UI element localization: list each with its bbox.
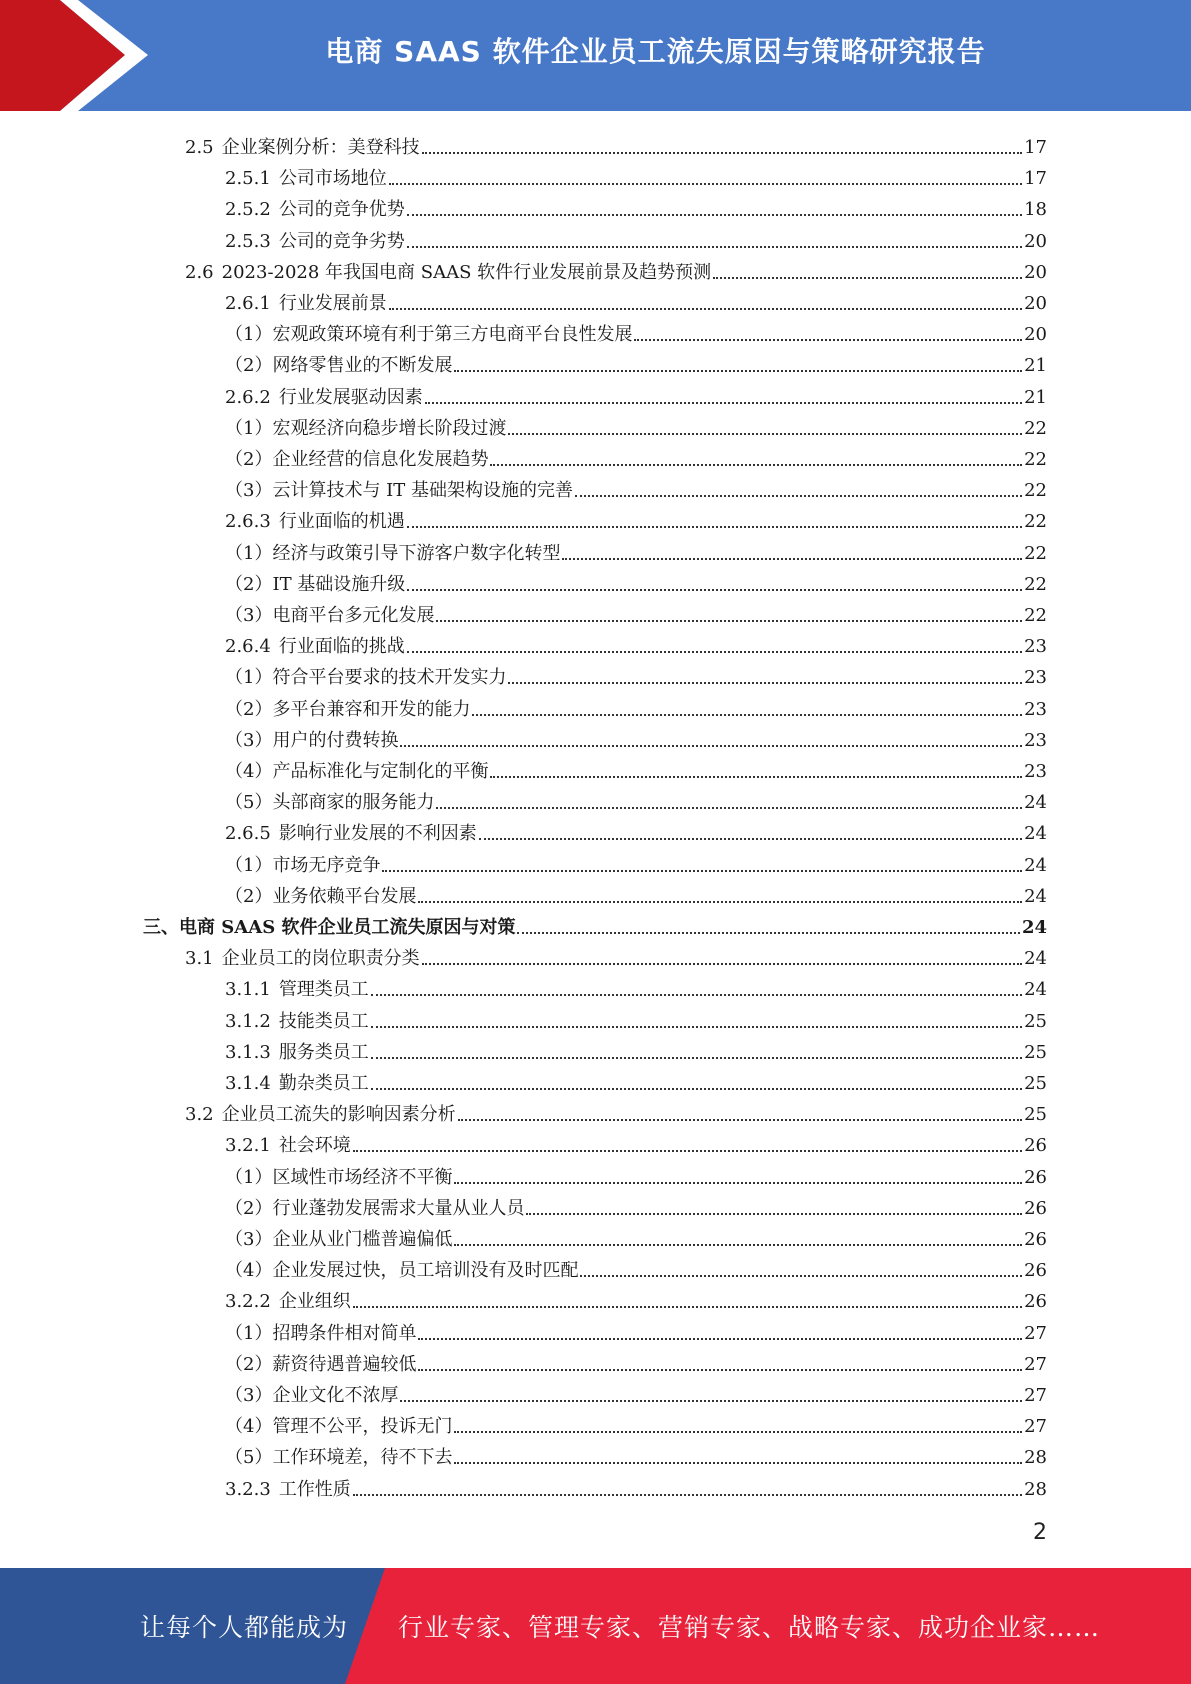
toc-entry-number: 3.2 bbox=[185, 1104, 214, 1126]
toc-dot-leader bbox=[526, 1213, 1022, 1215]
page-footer bbox=[0, 1568, 1191, 1684]
toc-entry[interactable] bbox=[225, 814, 1047, 845]
toc-entry-number: 2.6.2 bbox=[225, 386, 271, 408]
toc-dot-leader bbox=[458, 1119, 1022, 1121]
toc-entry-number: 3.1.4 bbox=[225, 1073, 271, 1094]
toc-dot-leader bbox=[436, 807, 1022, 809]
toc-entry-number: 2.6.5 bbox=[225, 823, 271, 845]
toc-entry-number: 3.2.3 bbox=[225, 1478, 271, 1500]
toc-entry-title: 影响行业发展的不利因素 bbox=[278, 823, 477, 845]
toc-entry-number: 3.2.1 bbox=[225, 1135, 271, 1157]
toc-dot-leader bbox=[454, 370, 1022, 372]
toc-entry[interactable] bbox=[225, 1220, 1047, 1251]
toc-entry[interactable] bbox=[225, 1002, 1047, 1033]
toc-dot-leader bbox=[454, 1431, 1022, 1433]
toc-entry-title: 宏观经济向稳步增长阶段过渡 bbox=[272, 417, 507, 439]
toc-dot-leader bbox=[454, 1182, 1022, 1184]
toc-dot-leader bbox=[371, 994, 1022, 996]
toc-entry[interactable] bbox=[225, 159, 1047, 190]
page-header bbox=[0, 0, 1191, 111]
toc-entry[interactable] bbox=[225, 596, 1047, 627]
toc-entry[interactable] bbox=[225, 1407, 1047, 1438]
toc-entry[interactable] bbox=[225, 1345, 1047, 1376]
toc-entry-number: （1） bbox=[225, 1166, 273, 1188]
footer-slogan-right: 行业专家、管理专家、营销专家、战略专家、成功企业家…… bbox=[398, 1613, 1101, 1642]
toc-dot-leader bbox=[407, 589, 1022, 591]
toc-entry-page: 20 bbox=[1024, 230, 1047, 252]
toc-entry-number: 2.5.3 bbox=[225, 230, 271, 252]
toc-entry-title: 企业组织 bbox=[278, 1291, 351, 1313]
toc-entry[interactable] bbox=[143, 908, 1047, 939]
toc-entry-number: （3） bbox=[225, 480, 273, 502]
toc-entry-number: （1） bbox=[225, 1322, 273, 1344]
toc-dot-leader bbox=[400, 745, 1022, 747]
toc-entry-title: 业务依赖平台发展 bbox=[272, 885, 417, 907]
toc-entry[interactable] bbox=[225, 721, 1047, 752]
toc-entry[interactable] bbox=[225, 627, 1047, 658]
toc-entry-title: 云计算技术与 IT 基础架构设施的完善 bbox=[272, 480, 574, 502]
toc-entry-number: 2.5.2 bbox=[225, 199, 271, 221]
toc-dot-leader bbox=[407, 526, 1022, 528]
toc-entry[interactable] bbox=[225, 222, 1047, 253]
toc-dot-leader bbox=[713, 277, 1022, 279]
toc-entry-page: 21 bbox=[1024, 355, 1047, 377]
toc-entry-title: 2023-2028 年我国电商 SAAS 软件行业发展前景及趋势预测 bbox=[221, 261, 712, 283]
toc-entry-title: 管理类员工 bbox=[278, 979, 369, 1001]
toc-entry-number: （2） bbox=[225, 698, 273, 720]
toc-entry[interactable] bbox=[225, 565, 1047, 596]
toc-dot-leader bbox=[418, 901, 1022, 903]
toc-dot-leader bbox=[353, 1150, 1022, 1152]
toc-entry[interactable] bbox=[225, 471, 1047, 502]
toc-dot-leader bbox=[490, 776, 1022, 778]
toc-entry-number: （3） bbox=[225, 1385, 273, 1406]
toc-entry[interactable] bbox=[225, 1282, 1047, 1313]
toc-entry-title: 工作环境差，待不下去 bbox=[272, 1447, 453, 1469]
footer-slogan-left: 让每个人都能成为 bbox=[140, 1613, 349, 1642]
toc-entry-page: 21 bbox=[1024, 386, 1047, 408]
toc-entry[interactable] bbox=[225, 846, 1047, 877]
toc-dot-leader bbox=[407, 246, 1022, 248]
toc-entry-title: 头部商家的服务能力 bbox=[272, 792, 435, 814]
toc-dot-leader bbox=[436, 620, 1022, 622]
toc-entry-page: 20 bbox=[1024, 293, 1047, 314]
toc-entry-page: 24 bbox=[1024, 854, 1047, 876]
toc-entry[interactable] bbox=[225, 315, 1047, 346]
toc-entry-number: （2） bbox=[225, 449, 273, 470]
toc-entry[interactable] bbox=[225, 1158, 1047, 1189]
toc-entry-number: （1） bbox=[225, 324, 273, 346]
toc-entry[interactable] bbox=[225, 752, 1047, 783]
toc-entry-number: （4） bbox=[225, 1260, 273, 1282]
toc-entry-page: 22 bbox=[1024, 417, 1047, 439]
toc-dot-leader bbox=[508, 433, 1022, 435]
toc-entry-page: 22 bbox=[1024, 480, 1047, 502]
toc-dot-leader bbox=[479, 838, 1022, 840]
toc-entry-page: 25 bbox=[1024, 1104, 1047, 1126]
toc-entry-number: 3.1.3 bbox=[225, 1041, 271, 1063]
toc-entry-page: 23 bbox=[1024, 698, 1047, 720]
toc-entry[interactable] bbox=[225, 346, 1047, 377]
toc-entry[interactable] bbox=[225, 877, 1047, 908]
toc-entry-title: 企业文化不浓厚 bbox=[272, 1385, 399, 1406]
toc-entry-title: 产品标准化与定制化的平衡 bbox=[272, 761, 489, 782]
toc-dot-leader bbox=[353, 1306, 1022, 1308]
toc-entry-page: 28 bbox=[1024, 1447, 1047, 1469]
toc-entry-title: 服务类员工 bbox=[278, 1041, 369, 1063]
toc-entry-title: 网络零售业的不断发展 bbox=[272, 355, 453, 377]
toc-dot-leader bbox=[634, 339, 1022, 341]
toc-entry-page: 20 bbox=[1024, 324, 1047, 346]
toc-entry-number: （5） bbox=[225, 792, 273, 814]
toc-entry-number: （4） bbox=[225, 1416, 273, 1438]
toc-entry-page: 25 bbox=[1024, 1041, 1047, 1063]
page-number: 2 bbox=[1033, 1520, 1047, 1545]
toc-dot-leader bbox=[454, 1244, 1022, 1246]
toc-entry-page: 24 bbox=[1024, 979, 1047, 1001]
toc-entry-number: （4） bbox=[225, 761, 273, 782]
toc-entry-page: 18 bbox=[1024, 199, 1047, 221]
toc-entry-page: 22 bbox=[1024, 449, 1047, 470]
toc-entry[interactable] bbox=[225, 1251, 1047, 1282]
toc-entry-title: 多平台兼容和开发的能力 bbox=[272, 698, 471, 720]
toc-entry-number: 三、 bbox=[143, 917, 179, 938]
toc-entry-number: （3） bbox=[225, 1229, 273, 1250]
toc-entry-title: IT 基础设施升级 bbox=[272, 573, 406, 595]
toc-entry-page: 24 bbox=[1024, 823, 1047, 845]
toc-entry-page: 22 bbox=[1024, 605, 1047, 626]
toc-entry-title: 行业发展前景 bbox=[278, 293, 387, 314]
toc-entry-title: 技能类员工 bbox=[278, 1010, 369, 1032]
toc-entry-title: 符合平台要求的技术开发实力 bbox=[272, 667, 507, 689]
toc-entry-page: 23 bbox=[1024, 667, 1047, 689]
toc-dot-leader bbox=[454, 1462, 1022, 1464]
toc-entry[interactable] bbox=[225, 1314, 1047, 1345]
toc-entry-title: 公司的竞争劣势 bbox=[278, 230, 405, 252]
toc-entry[interactable] bbox=[225, 1470, 1047, 1501]
toc-entry-page: 26 bbox=[1024, 1291, 1047, 1313]
toc-entry-number: 2.6.4 bbox=[225, 636, 271, 658]
toc-dot-leader bbox=[389, 308, 1022, 310]
toc-entry-page: 27 bbox=[1024, 1385, 1047, 1406]
toc-entry-page: 22 bbox=[1024, 573, 1047, 595]
toc-entry-number: 2.5.1 bbox=[225, 168, 271, 190]
toc-entry[interactable] bbox=[225, 658, 1047, 689]
toc-entry-number: （1） bbox=[225, 854, 273, 876]
toc-entry-page: 25 bbox=[1024, 1073, 1047, 1094]
toc-entry-title: 电商 SAAS 软件企业员工流失原因与对策 bbox=[179, 917, 516, 938]
toc-entry-title: 公司市场地位 bbox=[278, 168, 387, 190]
toc-entry[interactable] bbox=[225, 409, 1047, 440]
toc-entry[interactable] bbox=[225, 190, 1047, 221]
toc-entry[interactable] bbox=[225, 378, 1047, 409]
toc-entry-number: 3.1 bbox=[185, 948, 214, 970]
toc-entry-page: 22 bbox=[1024, 542, 1047, 564]
toc-entry-title: 企业从业门槛普遍偏低 bbox=[272, 1229, 453, 1250]
toc-entry-page: 27 bbox=[1024, 1416, 1047, 1438]
toc-entry-title: 企业员工的岗位职责分类 bbox=[221, 948, 420, 970]
toc-entry-page: 26 bbox=[1024, 1135, 1047, 1157]
toc-entry-title: 薪资待遇普遍较低 bbox=[272, 1353, 417, 1375]
toc-entry[interactable] bbox=[225, 1033, 1047, 1064]
toc-dot-leader bbox=[575, 495, 1022, 497]
toc-entry-number: 3.1.1 bbox=[225, 979, 271, 1001]
toc-dot-leader bbox=[425, 402, 1022, 404]
toc-entry-number: （1） bbox=[225, 667, 273, 689]
toc-entry-page: 20 bbox=[1024, 261, 1047, 283]
toc-entry-number: 2.6.1 bbox=[225, 293, 271, 314]
toc-dot-leader bbox=[371, 1088, 1022, 1090]
toc-dot-leader bbox=[382, 870, 1022, 872]
toc-dot-leader bbox=[407, 651, 1022, 653]
toc-dot-leader bbox=[472, 714, 1022, 716]
toc-entry-number: （2） bbox=[225, 1353, 273, 1375]
toc-entry-title: 市场无序竞争 bbox=[272, 854, 381, 876]
toc-dot-leader bbox=[400, 1400, 1022, 1402]
toc-entry-page: 23 bbox=[1024, 729, 1047, 751]
toc-entry[interactable] bbox=[225, 502, 1047, 533]
toc-dot-leader bbox=[389, 183, 1022, 185]
toc-entry-number: 2.6.3 bbox=[225, 511, 271, 533]
report-title: 电商 SAAS 软件企业员工流失原因与策略研究报告 bbox=[325, 35, 986, 68]
toc-entry-page: 26 bbox=[1024, 1197, 1047, 1219]
toc-entry-title: 管理不公平，投诉无门 bbox=[272, 1416, 453, 1438]
toc-entry-title: 行业面临的挑战 bbox=[278, 636, 405, 658]
toc-entry[interactable] bbox=[225, 284, 1047, 315]
toc-entry-page: 26 bbox=[1024, 1229, 1047, 1250]
toc-entry-number: 2.5 bbox=[185, 137, 214, 158]
toc-entry[interactable] bbox=[225, 1438, 1047, 1469]
toc-entry-number: （5） bbox=[225, 1447, 273, 1469]
toc-dot-leader bbox=[580, 1275, 1022, 1277]
toc-dot-leader bbox=[371, 1057, 1022, 1059]
toc-entry-page: 23 bbox=[1024, 636, 1047, 658]
toc-entry-page: 24 bbox=[1021, 917, 1047, 938]
toc-dot-leader bbox=[371, 1026, 1022, 1028]
toc-entry-title: 企业经营的信息化发展趋势 bbox=[272, 449, 489, 470]
toc-entry-number: （2） bbox=[225, 1197, 273, 1219]
toc-entry-page: 23 bbox=[1024, 761, 1047, 782]
toc-dot-leader bbox=[422, 152, 1022, 154]
toc-entry-title: 宏观政策环境有利于第三方电商平台良性发展 bbox=[272, 324, 633, 346]
toc-entry-page: 26 bbox=[1024, 1260, 1047, 1282]
toc-entry-title: 招聘条件相对简单 bbox=[272, 1322, 417, 1344]
toc-entry[interactable] bbox=[225, 440, 1047, 471]
toc-entry-page: 26 bbox=[1024, 1166, 1047, 1188]
toc-dot-leader bbox=[508, 682, 1022, 684]
toc-dot-leader bbox=[422, 963, 1022, 965]
toc-entry[interactable] bbox=[225, 1126, 1047, 1157]
toc-entry-title: 行业面临的机遇 bbox=[278, 511, 405, 533]
toc-entry-title: 企业员工流失的影响因素分析 bbox=[221, 1104, 456, 1126]
toc-entry-title: 经济与政策引导下游客户数字化转型 bbox=[272, 542, 561, 564]
toc-entry-number: （1） bbox=[225, 542, 273, 564]
toc-entry-title: 行业蓬勃发展需求大量从业人员 bbox=[272, 1197, 525, 1219]
toc-entry-title: 勤杂类员工 bbox=[278, 1073, 369, 1094]
toc-entry[interactable] bbox=[225, 690, 1047, 721]
toc-entry[interactable] bbox=[185, 1095, 1047, 1126]
toc-entry-page: 27 bbox=[1024, 1353, 1047, 1375]
toc-dot-leader bbox=[418, 1338, 1022, 1340]
toc-entry[interactable] bbox=[225, 970, 1047, 1001]
toc-entry-title: 社会环境 bbox=[278, 1135, 351, 1157]
toc-entry-title: 企业发展过快，员工培训没有及时匹配 bbox=[272, 1260, 579, 1282]
toc-entry-page: 27 bbox=[1024, 1322, 1047, 1344]
toc-entry-number: （3） bbox=[225, 605, 273, 626]
toc-entry-page: 17 bbox=[1024, 137, 1047, 158]
toc-entry-title: 区域性市场经济不平衡 bbox=[272, 1166, 453, 1188]
toc-entry-number: （2） bbox=[225, 885, 273, 907]
toc-dot-leader bbox=[490, 464, 1022, 466]
toc-dot-leader bbox=[353, 1494, 1022, 1496]
toc-entry-page: 24 bbox=[1024, 885, 1047, 907]
toc-entry-number: 2.6 bbox=[185, 261, 214, 283]
toc-dot-leader bbox=[418, 1369, 1022, 1371]
toc-entry-page: 25 bbox=[1024, 1010, 1047, 1032]
toc-entry-title: 公司的竞争优势 bbox=[278, 199, 405, 221]
toc-dot-leader bbox=[517, 932, 1019, 934]
toc-entry-page: 24 bbox=[1024, 792, 1047, 814]
toc-entry[interactable] bbox=[225, 1189, 1047, 1220]
toc-entry-number: （1） bbox=[225, 417, 273, 439]
toc-entry-page: 17 bbox=[1024, 168, 1047, 190]
toc-entry-number: （2） bbox=[225, 355, 273, 377]
toc-entry[interactable] bbox=[185, 939, 1047, 970]
toc-entry-title: 用户的付费转换 bbox=[272, 729, 399, 751]
toc-entry-page: 22 bbox=[1024, 511, 1047, 533]
toc-dot-leader bbox=[562, 558, 1022, 560]
toc-entry-number: （2） bbox=[225, 573, 273, 595]
toc-entry-page: 24 bbox=[1024, 948, 1047, 970]
toc-dot-leader bbox=[407, 214, 1022, 216]
toc-entry[interactable] bbox=[225, 783, 1047, 814]
toc-entry-number: 3.1.2 bbox=[225, 1010, 271, 1032]
toc-entry[interactable] bbox=[225, 534, 1047, 565]
toc-entry-page: 28 bbox=[1024, 1478, 1047, 1500]
toc-entry[interactable] bbox=[185, 128, 1047, 159]
toc-entry-title: 行业发展驱动因素 bbox=[278, 386, 423, 408]
toc-entry[interactable] bbox=[225, 1064, 1047, 1095]
toc-entry[interactable] bbox=[225, 1376, 1047, 1407]
toc-entry-number: 3.2.2 bbox=[225, 1291, 271, 1313]
toc-entry-title: 企业案例分析：美登科技 bbox=[221, 137, 420, 158]
toc-entry[interactable] bbox=[185, 253, 1047, 284]
toc-entry-title: 电商平台多元化发展 bbox=[272, 605, 435, 626]
toc-entry-title: 工作性质 bbox=[278, 1478, 351, 1500]
toc-entry-number: （3） bbox=[225, 729, 273, 751]
